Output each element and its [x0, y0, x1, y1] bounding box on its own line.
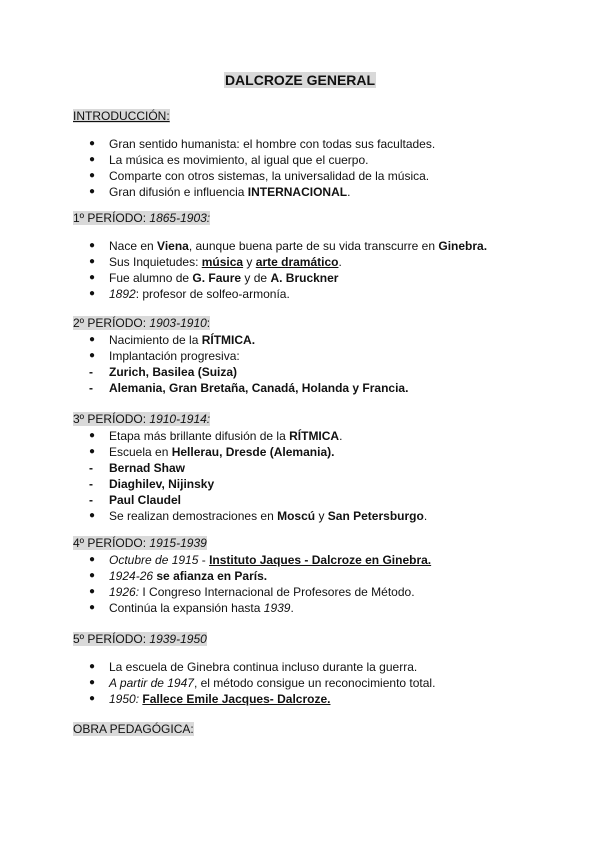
bullet-icon: ●: [88, 554, 96, 565]
section-heading-periodo-3: 3º PERÍODO: 1910-1914:: [73, 412, 211, 426]
bullet-icon: ●: [88, 446, 96, 457]
bullet-icon: ●: [88, 693, 96, 704]
bullet-icon: ●: [88, 510, 96, 521]
dash-marker: -: [89, 381, 93, 395]
document-title-text: DALCROZE GENERAL: [224, 72, 376, 88]
section-heading-periodo-2: 2º PERÍODO: 1903-1910:: [73, 316, 211, 330]
bullet-icon: ●: [88, 334, 96, 345]
bullet-icon: ●: [88, 256, 96, 267]
bullet-icon: ●: [88, 170, 96, 181]
section-heading-periodo-5: 5º PERÍODO: 1939-1950: [73, 632, 207, 646]
bullet-icon: ●: [88, 586, 96, 597]
bullet-icon: ●: [88, 288, 96, 299]
bullet-icon: ●: [88, 661, 96, 672]
section-heading-obra-pedagogica: OBRA PEDAGÓGICA:: [73, 722, 194, 736]
bullet-icon: ●: [88, 272, 96, 283]
dash-marker: -: [89, 461, 93, 475]
bullet-icon: ●: [88, 186, 96, 197]
bullet-icon: ●: [88, 430, 96, 441]
document-title: [0, 72, 600, 88]
dash-marker: -: [89, 365, 93, 379]
section-heading-introduccion: INTRODUCCIÓN:: [73, 109, 170, 123]
bullet-icon: ●: [88, 240, 96, 251]
dash-marker: -: [89, 477, 93, 491]
dash-marker: -: [89, 493, 93, 507]
bullet-icon: ●: [88, 154, 96, 165]
bullet-icon: ●: [88, 350, 96, 361]
bullet-icon: ●: [88, 677, 96, 688]
bullet-icon: ●: [88, 570, 96, 581]
document-page: DALCROZE GENERAL INTRODUCCIÓN: ● Gran sentido humanista: el hombre con todas sus facultades. ● La música es movimiento, al igual que el cuerpo. ● Comparte con otros sistemas, la universalidad de la música. ● Gran difusión e influencia INTERNACIONAL. 1º PERÍODO: 1865-1903: ● Nace en Viena, aunque buena parte de su vida transcurre en Ginebra. ● Sus Inquietudes: música y arte dramático. ● Fue alumno de G. Faure y de A. Bruckner ● 1892: profesor de solfeo-armonía. 2º PERÍODO: 1903-1910: ● Nacimiento de la RÍTMICA. ● Implantación progresiva: - Zurich, Basilea (Suiza) - Alemania, Gran Bretaña, Canadá, Holanda y Francia. 3º PERÍODO: 1910-1914: ● Etapa más brillante difusión de la RÍTMICA. ● Escuela en Hellerau, Dresde (Alemania). - Bernad Shaw - Diaghilev, Nijinsky - Paul Claudel ● Se realizan demostraciones en Moscú y San Petersburgo. 4º PERÍODO: 1915-1939 ● Octubre de 1915 - Instituto Jaques - Dalcroze en Ginebra. ● 1924-26 se afianza en París. ● 1926: I Congreso Internacional de Profesores de Método. ● Continúa la expansión hasta 1939. 5º PERÍODO: 1939-1950 ● La escuela de Ginebra continua incluso durante la guerra. ● A partir de 1947, el método consigue un reconocimiento total. ● 1950: Fallece Emile Jacques- Dalcroze. OBRA PEDAGÓGICA:: [0, 0, 600, 848]
section-heading-periodo-4: 4º PERÍODO: 1915-1939: [73, 536, 207, 550]
bullet-icon: ●: [88, 602, 96, 613]
bullet-icon: ●: [88, 138, 96, 149]
section-heading-periodo-1: 1º PERÍODO: 1865-1903:: [73, 211, 211, 225]
